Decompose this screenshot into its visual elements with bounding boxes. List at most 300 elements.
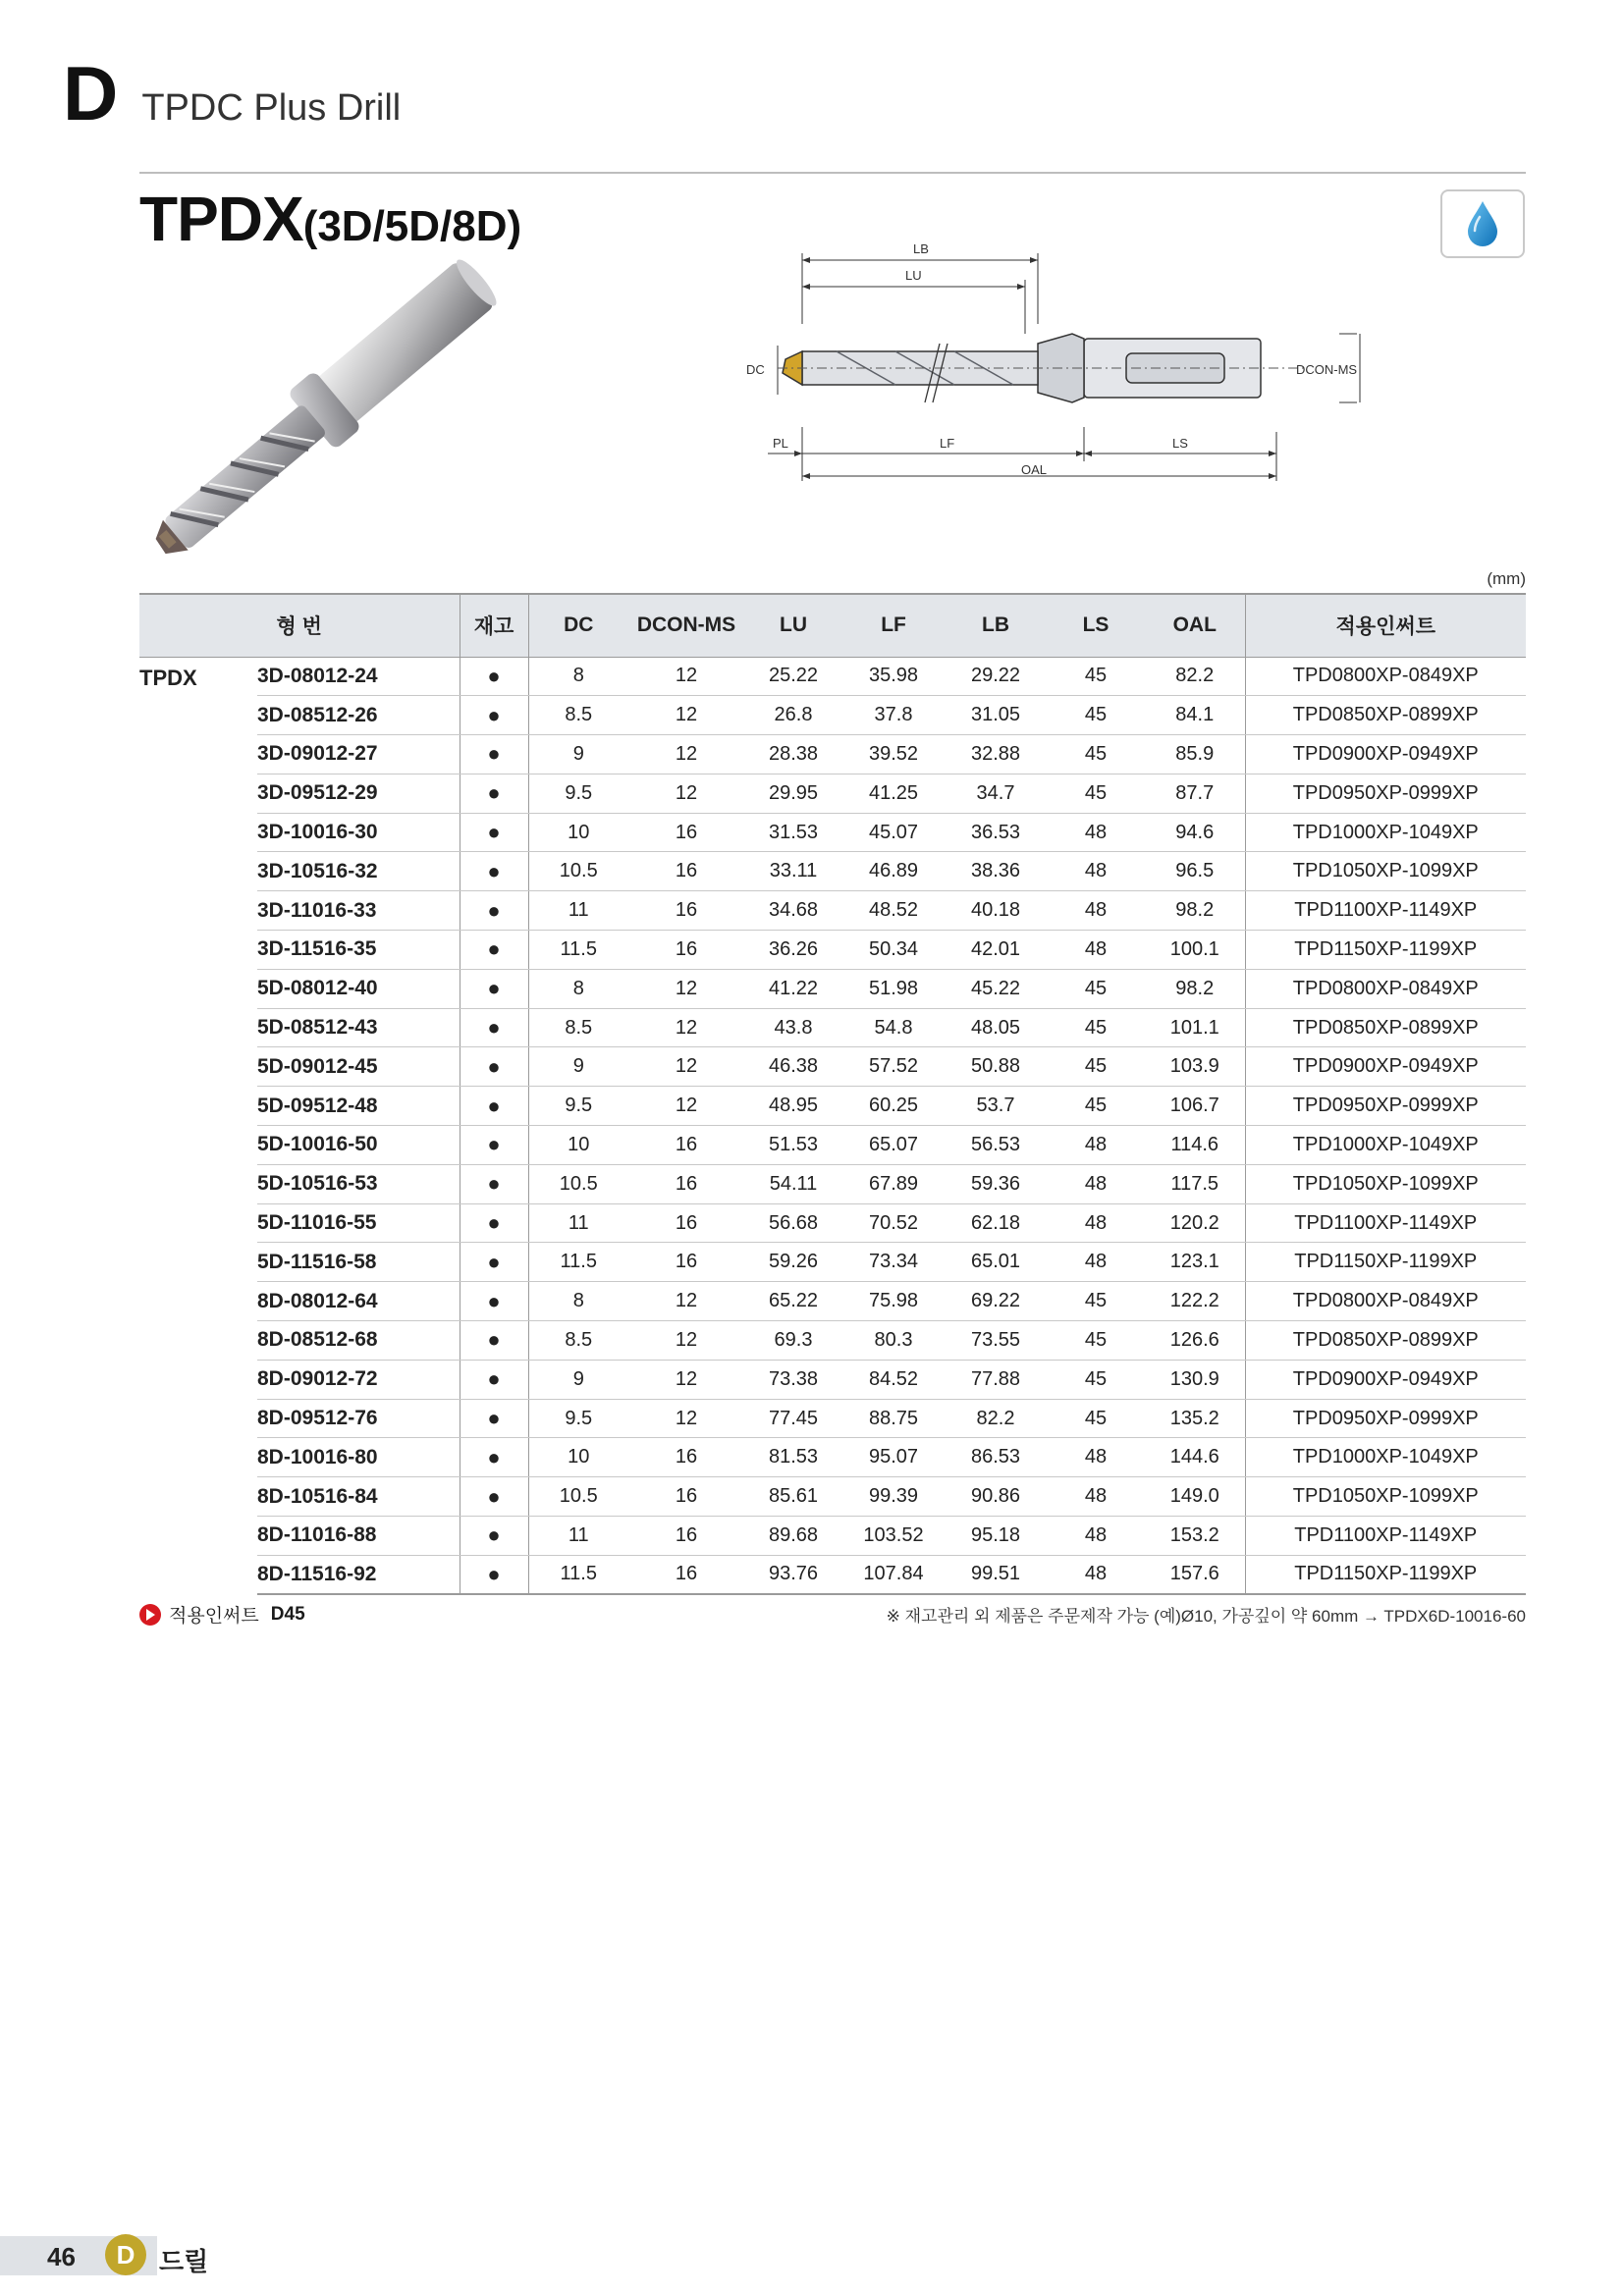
cell-lb: 32.88 — [945, 735, 1047, 774]
cell-ls: 45 — [1047, 1008, 1145, 1047]
stock-cell — [460, 1282, 528, 1321]
stock-cell — [460, 1008, 528, 1047]
cell-dcon-ms: 16 — [628, 813, 744, 852]
cell-dc: 11 — [528, 1517, 628, 1556]
cell-dc: 8 — [528, 657, 628, 696]
cell-lf: 41.25 — [842, 774, 945, 813]
cell-lf: 46.89 — [842, 852, 945, 891]
cell-insert: TPD0950XP-0999XP — [1245, 1399, 1526, 1438]
table-row — [139, 1517, 1526, 1556]
dimension-diagram — [738, 236, 1358, 491]
table-row — [139, 657, 1526, 696]
stock-dot: ● — [487, 1288, 501, 1313]
cell-ls: 45 — [1047, 774, 1145, 813]
stock-cell — [460, 1555, 528, 1594]
model-code: 8D-10016-80 — [257, 1438, 460, 1477]
stock-cell — [460, 1203, 528, 1243]
cell-ls: 48 — [1047, 931, 1145, 970]
cell-insert: TPD0950XP-0999XP — [1245, 1087, 1526, 1126]
cell-lu: 54.11 — [744, 1164, 842, 1203]
insert-reference-page: D45 — [270, 1603, 305, 1625]
cell-lf: 73.34 — [842, 1243, 945, 1282]
stock-cell — [460, 1517, 528, 1556]
model-code: 8D-08512-68 — [257, 1321, 460, 1361]
cell-dcon-ms: 12 — [628, 1321, 744, 1361]
header-dcon-ms: DCON-MS — [628, 594, 744, 657]
cell-oal: 87.7 — [1145, 774, 1245, 813]
cell-dc: 9.5 — [528, 1087, 628, 1126]
table-header-row — [139, 594, 1526, 657]
cell-dcon-ms: 12 — [628, 1360, 744, 1399]
cell-ls: 48 — [1047, 1203, 1145, 1243]
model-code: 3D-08512-26 — [257, 696, 460, 735]
model-code: 5D-11016-55 — [257, 1203, 460, 1243]
cell-lu: 69.3 — [744, 1321, 842, 1361]
stock-cell — [460, 1087, 528, 1126]
cell-lu: 43.8 — [744, 1008, 842, 1047]
cell-lf: 84.52 — [842, 1360, 945, 1399]
cell-lf: 35.98 — [842, 657, 945, 696]
cell-dcon-ms: 12 — [628, 1399, 744, 1438]
cell-dc: 9 — [528, 735, 628, 774]
cell-dcon-ms: 16 — [628, 1164, 744, 1203]
cell-oal: 85.9 — [1145, 735, 1245, 774]
stock-cell — [460, 657, 528, 696]
cell-lb: 29.22 — [945, 657, 1047, 696]
cell-lu: 25.22 — [744, 657, 842, 696]
cell-lu: 26.8 — [744, 696, 842, 735]
stock-dot: ● — [487, 1053, 501, 1079]
cell-insert: TPD0850XP-0899XP — [1245, 1321, 1526, 1361]
cell-dcon-ms: 12 — [628, 696, 744, 735]
table-row — [139, 1555, 1526, 1594]
cell-lb: 69.22 — [945, 1282, 1047, 1321]
cell-oal: 103.9 — [1145, 1047, 1245, 1087]
stock-dot: ● — [487, 741, 501, 767]
cell-lb: 42.01 — [945, 931, 1047, 970]
cell-lb: 59.36 — [945, 1164, 1047, 1203]
chapter-letter: D — [63, 50, 117, 136]
cell-dcon-ms: 12 — [628, 969, 744, 1008]
cell-insert: TPD1000XP-1049XP — [1245, 813, 1526, 852]
stock-cell — [460, 1477, 528, 1517]
model-code: 5D-08512-43 — [257, 1008, 460, 1047]
stock-dot: ● — [487, 820, 501, 845]
cell-ls: 48 — [1047, 891, 1145, 931]
table-row — [139, 774, 1526, 813]
cell-lb: 38.36 — [945, 852, 1047, 891]
stock-dot: ● — [487, 1210, 501, 1236]
cell-lf: 57.52 — [842, 1047, 945, 1087]
stock-cell — [460, 969, 528, 1008]
cell-oal: 123.1 — [1145, 1243, 1245, 1282]
model-code: 8D-09012-72 — [257, 1360, 460, 1399]
cell-lf: 80.3 — [842, 1321, 945, 1361]
stock-cell — [460, 774, 528, 813]
cell-dc: 10.5 — [528, 852, 628, 891]
cell-oal: 157.6 — [1145, 1555, 1245, 1594]
group-label: TPDX — [139, 665, 197, 690]
cell-ls: 45 — [1047, 1282, 1145, 1321]
cell-ls: 48 — [1047, 1477, 1145, 1517]
cell-lb: 50.88 — [945, 1047, 1047, 1087]
page-number: 46 — [47, 2242, 76, 2271]
insert-reference[interactable] — [139, 1601, 305, 1628]
stock-dot: ● — [487, 1522, 501, 1548]
cell-lf: 70.52 — [842, 1203, 945, 1243]
cell-lu: 46.38 — [744, 1047, 842, 1087]
model-code: 3D-10016-30 — [257, 813, 460, 852]
cell-lu: 36.26 — [744, 931, 842, 970]
table-row — [139, 1164, 1526, 1203]
custom-order-note: ※ 재고관리 외 제품은 주문제작 가능 (예)Ø10, 가공깊이 약 60mm → TPDX6D-10016-60 — [886, 1607, 1526, 1626]
cell-insert: TPD1150XP-1199XP — [1245, 1243, 1526, 1282]
cell-oal: 98.2 — [1145, 891, 1245, 931]
cell-oal: 120.2 — [1145, 1203, 1245, 1243]
cell-insert: TPD0900XP-0949XP — [1245, 1047, 1526, 1087]
cell-oal: 94.6 — [1145, 813, 1245, 852]
cell-lb: 99.51 — [945, 1555, 1047, 1594]
cell-ls: 48 — [1047, 1438, 1145, 1477]
cell-ls: 45 — [1047, 1047, 1145, 1087]
dim-label-lb: LB — [913, 241, 929, 256]
cell-lu: 73.38 — [744, 1360, 842, 1399]
coolant-badge — [1440, 189, 1525, 258]
cell-insert: TPD1150XP-1199XP — [1245, 931, 1526, 970]
cell-lu: 59.26 — [744, 1243, 842, 1282]
cell-dc: 8.5 — [528, 696, 628, 735]
table-row — [139, 1243, 1526, 1282]
cell-insert: TPD0900XP-0949XP — [1245, 735, 1526, 774]
cell-ls: 48 — [1047, 852, 1145, 891]
stock-dot: ● — [487, 1249, 501, 1274]
stock-dot: ● — [487, 1406, 501, 1431]
table-row — [139, 1126, 1526, 1165]
cell-lu: 51.53 — [744, 1126, 842, 1165]
cell-lb: 86.53 — [945, 1438, 1047, 1477]
model-code: 5D-09512-48 — [257, 1087, 460, 1126]
cell-lf: 99.39 — [842, 1477, 945, 1517]
cell-dc: 11.5 — [528, 931, 628, 970]
stock-dot: ● — [487, 936, 501, 962]
dim-label-pl: PL — [773, 436, 788, 451]
stock-dot: ● — [487, 897, 501, 923]
cell-dcon-ms: 16 — [628, 1555, 744, 1594]
cell-lu: 89.68 — [744, 1517, 842, 1556]
cell-dc: 8.5 — [528, 1008, 628, 1047]
cell-insert: TPD1100XP-1149XP — [1245, 1203, 1526, 1243]
cell-insert: TPD0900XP-0949XP — [1245, 1360, 1526, 1399]
page-footer — [0, 2236, 1624, 2275]
cell-lu: 33.11 — [744, 852, 842, 891]
cell-oal: 122.2 — [1145, 1282, 1245, 1321]
cell-lu: 65.22 — [744, 1282, 842, 1321]
cell-lb: 73.55 — [945, 1321, 1047, 1361]
cell-ls: 45 — [1047, 1360, 1145, 1399]
stock-dot: ● — [487, 976, 501, 1001]
arrow-right-icon — [139, 1604, 161, 1626]
table-row — [139, 696, 1526, 735]
cell-lu: 81.53 — [744, 1438, 842, 1477]
dim-label-ls: LS — [1172, 436, 1188, 451]
cell-oal: 84.1 — [1145, 696, 1245, 735]
model-code: 8D-11516-92 — [257, 1555, 460, 1594]
cell-dcon-ms: 12 — [628, 1087, 744, 1126]
header-lf: LF — [842, 594, 945, 657]
cell-insert: TPD0800XP-0849XP — [1245, 969, 1526, 1008]
cell-lb: 40.18 — [945, 891, 1047, 931]
cell-lu: 56.68 — [744, 1203, 842, 1243]
cell-oal: 96.5 — [1145, 852, 1245, 891]
product-variants: (3D/5D/8D) — [302, 202, 522, 250]
cell-oal: 149.0 — [1145, 1477, 1245, 1517]
stock-cell — [460, 931, 528, 970]
stock-dot: ● — [487, 1366, 501, 1392]
cell-dcon-ms: 12 — [628, 1047, 744, 1087]
cell-insert: TPD1050XP-1099XP — [1245, 852, 1526, 891]
cell-insert: TPD0800XP-0849XP — [1245, 657, 1526, 696]
cell-dcon-ms: 12 — [628, 774, 744, 813]
cell-lb: 95.18 — [945, 1517, 1047, 1556]
cell-lb: 53.7 — [945, 1087, 1047, 1126]
cell-dc: 10 — [528, 1126, 628, 1165]
table-row — [139, 735, 1526, 774]
cell-lf: 75.98 — [842, 1282, 945, 1321]
dim-label-dc: DC — [746, 362, 765, 377]
stock-dot: ● — [487, 780, 501, 806]
cell-oal: 82.2 — [1145, 657, 1245, 696]
cell-dc: 9.5 — [528, 774, 628, 813]
cell-dcon-ms: 12 — [628, 735, 744, 774]
cell-ls: 48 — [1047, 813, 1145, 852]
cell-dc: 8 — [528, 969, 628, 1008]
stock-dot: ● — [487, 663, 501, 688]
cell-lu: 34.68 — [744, 891, 842, 931]
cell-oal: 144.6 — [1145, 1438, 1245, 1477]
section-badge: D — [105, 2234, 146, 2275]
cell-dcon-ms: 16 — [628, 891, 744, 931]
table-row — [139, 1008, 1526, 1047]
model-code: 5D-10016-50 — [257, 1126, 460, 1165]
cell-ls: 45 — [1047, 657, 1145, 696]
stock-cell — [460, 1321, 528, 1361]
cell-dcon-ms: 16 — [628, 1126, 744, 1165]
spec-table — [139, 593, 1526, 1595]
dim-label-oal: OAL — [1021, 462, 1048, 477]
cell-dcon-ms: 16 — [628, 1517, 744, 1556]
insert-reference-label: 적용인써트 — [169, 1606, 259, 1627]
stock-dot: ● — [487, 1171, 501, 1197]
cell-ls: 48 — [1047, 1555, 1145, 1594]
cell-oal: 100.1 — [1145, 931, 1245, 970]
cell-lb: 34.7 — [945, 774, 1047, 813]
model-code: 5D-10516-53 — [257, 1164, 460, 1203]
cell-dcon-ms: 12 — [628, 1008, 744, 1047]
cell-dc: 10.5 — [528, 1164, 628, 1203]
cell-lf: 103.52 — [842, 1517, 945, 1556]
cell-dc: 11.5 — [528, 1555, 628, 1594]
table-row — [139, 1047, 1526, 1087]
table-row — [139, 1438, 1526, 1477]
cell-ls: 48 — [1047, 1164, 1145, 1203]
cell-dc: 11.5 — [528, 1243, 628, 1282]
cell-ls: 45 — [1047, 735, 1145, 774]
stock-cell — [460, 1360, 528, 1399]
cell-lu: 29.95 — [744, 774, 842, 813]
stock-cell — [460, 852, 528, 891]
cell-lf: 60.25 — [842, 1087, 945, 1126]
model-code: 3D-10516-32 — [257, 852, 460, 891]
cell-dcon-ms: 16 — [628, 931, 744, 970]
cell-lf: 95.07 — [842, 1438, 945, 1477]
cell-dc: 10 — [528, 813, 628, 852]
cell-oal: 106.7 — [1145, 1087, 1245, 1126]
table-row — [139, 852, 1526, 891]
cell-lb: 45.22 — [945, 969, 1047, 1008]
cell-lu: 85.61 — [744, 1477, 842, 1517]
cell-ls: 45 — [1047, 696, 1145, 735]
cell-dc: 10.5 — [528, 1477, 628, 1517]
cell-lf: 67.89 — [842, 1164, 945, 1203]
cell-lf: 88.75 — [842, 1399, 945, 1438]
model-code: 8D-11016-88 — [257, 1517, 460, 1556]
cell-lb: 65.01 — [945, 1243, 1047, 1282]
section-name: 드릴 — [159, 2247, 209, 2276]
stock-cell — [460, 696, 528, 735]
cell-oal: 153.2 — [1145, 1517, 1245, 1556]
cell-oal: 114.6 — [1145, 1126, 1245, 1165]
cell-dc: 9 — [528, 1360, 628, 1399]
stock-cell — [460, 1126, 528, 1165]
cell-oal: 101.1 — [1145, 1008, 1245, 1047]
cell-oal: 126.6 — [1145, 1321, 1245, 1361]
drill-photo — [175, 263, 548, 558]
table-row — [139, 931, 1526, 970]
cell-lf: 51.98 — [842, 969, 945, 1008]
model-code: 5D-09012-45 — [257, 1047, 460, 1087]
model-code: 8D-08012-64 — [257, 1282, 460, 1321]
stock-cell — [460, 1047, 528, 1087]
model-code: 5D-11516-58 — [257, 1243, 460, 1282]
cell-dc: 9.5 — [528, 1399, 628, 1438]
cell-insert: TPD1050XP-1099XP — [1245, 1477, 1526, 1517]
cell-dc: 10 — [528, 1438, 628, 1477]
cell-insert: TPD0950XP-0999XP — [1245, 774, 1526, 813]
cell-dcon-ms: 16 — [628, 1243, 744, 1282]
cell-lb: 36.53 — [945, 813, 1047, 852]
stock-dot: ● — [487, 1132, 501, 1157]
cell-lb: 62.18 — [945, 1203, 1047, 1243]
stock-cell — [460, 1438, 528, 1477]
header-lu: LU — [744, 594, 842, 657]
dim-label-lu: LU — [905, 268, 922, 283]
stock-dot: ● — [487, 1444, 501, 1469]
table-row — [139, 891, 1526, 931]
header-lb: LB — [945, 594, 1047, 657]
cell-lu: 41.22 — [744, 969, 842, 1008]
cell-lu: 31.53 — [744, 813, 842, 852]
cell-lu: 93.76 — [744, 1555, 842, 1594]
cell-insert: TPD0800XP-0849XP — [1245, 1282, 1526, 1321]
cell-oal: 117.5 — [1145, 1164, 1245, 1203]
cell-dc: 8 — [528, 1282, 628, 1321]
cell-ls: 48 — [1047, 1517, 1145, 1556]
stock-cell — [460, 735, 528, 774]
cell-oal: 130.9 — [1145, 1360, 1245, 1399]
stock-dot: ● — [487, 858, 501, 883]
cell-lf: 54.8 — [842, 1008, 945, 1047]
stock-cell — [460, 1243, 528, 1282]
table-row — [139, 1477, 1526, 1517]
cell-lb: 56.53 — [945, 1126, 1047, 1165]
cell-lb: 90.86 — [945, 1477, 1047, 1517]
cell-insert: TPD0850XP-0899XP — [1245, 1008, 1526, 1047]
cell-dc: 11 — [528, 891, 628, 931]
cell-lf: 37.8 — [842, 696, 945, 735]
cell-dcon-ms: 16 — [628, 852, 744, 891]
cell-lb: 77.88 — [945, 1360, 1047, 1399]
header-divider — [139, 172, 1526, 174]
cell-oal: 135.2 — [1145, 1399, 1245, 1438]
cell-dc: 9 — [528, 1047, 628, 1087]
cell-lu: 28.38 — [744, 735, 842, 774]
cell-dcon-ms: 16 — [628, 1438, 744, 1477]
stock-cell — [460, 891, 528, 931]
cell-dcon-ms: 12 — [628, 1282, 744, 1321]
stock-dot: ● — [487, 1483, 501, 1509]
table-row — [139, 1203, 1526, 1243]
cell-dcon-ms: 12 — [628, 657, 744, 696]
cell-insert: TPD1150XP-1199XP — [1245, 1555, 1526, 1594]
model-code: 3D-09512-29 — [257, 774, 460, 813]
cell-ls: 45 — [1047, 1399, 1145, 1438]
cell-insert: TPD1000XP-1049XP — [1245, 1438, 1526, 1477]
cell-lu: 48.95 — [744, 1087, 842, 1126]
cell-insert: TPD1100XP-1149XP — [1245, 891, 1526, 931]
table-row — [139, 1087, 1526, 1126]
header-ls: LS — [1047, 594, 1145, 657]
cell-insert: TPD1000XP-1049XP — [1245, 1126, 1526, 1165]
model-code: 3D-08012-24 — [257, 657, 460, 696]
stock-cell — [460, 813, 528, 852]
model-code: 3D-11516-35 — [257, 931, 460, 970]
model-code: 5D-08012-40 — [257, 969, 460, 1008]
table-row — [139, 1360, 1526, 1399]
table-body — [139, 657, 1526, 1594]
cell-lu: 77.45 — [744, 1399, 842, 1438]
stock-dot: ● — [487, 1327, 501, 1353]
cell-lf: 107.84 — [842, 1555, 945, 1594]
product-name: TPDX — [139, 184, 303, 254]
cell-lf: 65.07 — [842, 1126, 945, 1165]
header-dc: DC — [528, 594, 628, 657]
cell-lf: 50.34 — [842, 931, 945, 970]
chapter-title: TPDC Plus Drill — [141, 87, 402, 129]
cell-lb: 31.05 — [945, 696, 1047, 735]
cell-dc: 11 — [528, 1203, 628, 1243]
unit-label: (mm) — [1487, 569, 1526, 588]
cell-lf: 48.52 — [842, 891, 945, 931]
cell-insert: TPD0850XP-0899XP — [1245, 696, 1526, 735]
cell-lb: 48.05 — [945, 1008, 1047, 1047]
product-title — [139, 183, 521, 255]
table-row — [139, 969, 1526, 1008]
table-row — [139, 1282, 1526, 1321]
cell-ls: 45 — [1047, 1087, 1145, 1126]
dim-label-dcon-ms: DCON-MS — [1296, 362, 1358, 377]
cell-lb: 82.2 — [945, 1399, 1047, 1438]
table-row — [139, 813, 1526, 852]
